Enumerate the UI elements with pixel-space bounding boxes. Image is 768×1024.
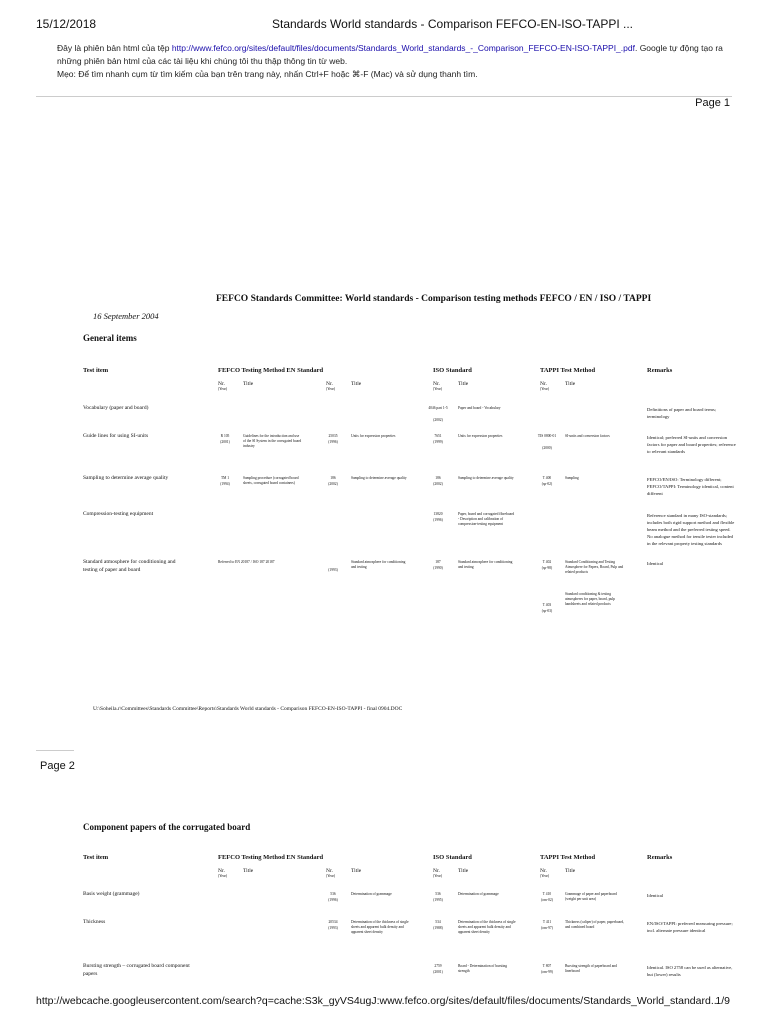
standard-title: Sampling to determine average quality — [458, 476, 514, 480]
col-nr-year: Nr. (Year) — [326, 381, 336, 391]
standard-year: (1999) — [433, 440, 443, 444]
standard-title: Standard Conditioning and Testing Atmosphere for Papers, Board, Pulp and related products — [565, 560, 624, 574]
standard-year: (1996) — [433, 518, 443, 522]
standard-title: Guidelines for the introduction and use of the SI System in the corrugated board industry — [243, 434, 302, 448]
remarks-cell: Identical. ISO 2758 can be used as alternative, but (lower) results — [647, 965, 733, 977]
standard-number: 2759 — [434, 964, 442, 968]
row-test-item: Guide lines for using SI-units — [83, 433, 149, 439]
row-test-item: Vocabulary (paper and board) — [83, 405, 149, 411]
standard-title: Sampling to determine average quality — [351, 476, 407, 480]
standard-year: (2002) — [433, 418, 443, 422]
col-iso: ISO Standard — [433, 854, 472, 861]
row-test-item: Compression-testing equipment — [83, 511, 154, 517]
standard-title: Standard atmosphere for conditioning and testing — [351, 560, 406, 569]
row-test-item: Standard atmosphere for conditioning and testing of paper and board — [83, 559, 176, 573]
col-title: Title — [458, 868, 469, 874]
standard-number: 25035 — [328, 434, 338, 438]
standard-number: 186 — [435, 476, 441, 480]
standard-year: (1988) — [433, 926, 443, 930]
row-test-item: Basis weight (grammage) — [83, 891, 140, 897]
standard-number: T 402 — [542, 560, 552, 564]
standard-number: 536 — [435, 892, 441, 896]
col-title: Title — [565, 381, 576, 387]
section-component-papers: Component papers of the corrugated board — [83, 822, 251, 832]
fefco-reference: Referred to EN 20187 / ISO 187 20187 — [218, 560, 275, 564]
standard-year: (1990) — [433, 566, 443, 570]
standard-number: 7651 — [434, 434, 442, 438]
standard-title: Standard conditioning & testing atmospheres for paper, board, pulp handsheets and related products — [565, 592, 615, 606]
standard-number: 187 — [435, 560, 441, 564]
page-break-rule — [36, 750, 74, 751]
col-tappi: TAPPI Test Method — [540, 367, 596, 374]
file-path: U:\Soheila.r\Committees\Standards Committee\Reports\Standards World standards - Comparison FEFCO-EN-ISO-TAPPI - final 0904.DOC — [93, 706, 403, 712]
standard-year: (om-97) — [541, 926, 553, 930]
standard-number: TIS 0800-01 — [537, 434, 557, 438]
remarks-cell: Identical — [647, 893, 664, 898]
standard-title: Units for expression properties — [458, 434, 503, 438]
standard-title: Determination of the thickness of single sheets and apparent bulk density and apparent sheet density — [351, 920, 409, 934]
standard-title: Sampling — [565, 476, 579, 480]
page-title: Standards World standards - Comparison FEFCO-EN-ISO-TAPPI ... — [272, 17, 633, 31]
remarks-cell: Reference standard in many ISO-standards; includes both rigid support method and flexible beam method and the preferred testing speed. No analogue method for tensile tester included in the relevant property testing standards — [647, 513, 735, 546]
standard-year: (2002) — [328, 482, 338, 486]
divider — [36, 96, 732, 97]
standard-title: Units for expression properties — [351, 434, 396, 438]
print-date: 15/12/2018 — [36, 17, 97, 31]
standard-number: 4046 part 1-5 — [428, 406, 448, 410]
standard-title: Paper, board and corrugated fibreboard - Description and calibration of compression-testing equipment — [458, 512, 515, 526]
standard-title: Grammage of paper and paperboard (weight per unit area) — [565, 892, 617, 901]
col-remarks: Remarks — [647, 854, 673, 861]
footer-url: http://webcache.googleusercontent.com/search?q=cache:S3k_gyVS4ugJ:www.fefco.org/sites/default/files/documents/Standards_World_standard... — [36, 995, 720, 1007]
document-title: FEFCO Standards Committee: World standards - Comparison testing methods FEFCO / EN / ISO / TAPPI — [216, 294, 652, 304]
col-title: Title — [351, 868, 362, 874]
col-tappi: TAPPI Test Method — [540, 854, 596, 861]
standard-title: Board - Determination of bursting strength — [458, 964, 508, 973]
remarks-cell: Identical; preferred SI-units and conversion factors for paper and board properties; reference to relevant standards — [647, 435, 736, 454]
remarks-cell: Definitions of paper and board terms; terminology — [647, 407, 717, 419]
standard-number: 20534 — [328, 920, 338, 924]
row-test-item: Thickness — [83, 919, 106, 925]
col-title: Title — [565, 868, 576, 874]
standard-year: (1995) — [433, 898, 443, 902]
standard-year: (1993) — [328, 926, 338, 930]
remarks-cell: EN/ISO/TAPPI: preferred measuring pressure; incl. alternate pressure identical — [647, 921, 733, 933]
standard-year: (sp-03) — [541, 609, 553, 613]
col-title: Title — [243, 868, 254, 874]
notice-line-2: những phiên bản html của các tài liệu khi chúng tôi thu thập thông tin từ web. — [57, 56, 348, 66]
standard-year: (sp-98) — [541, 566, 553, 570]
col-nr-year: Nr. (Year) — [218, 381, 228, 391]
standard-year: (om-02) — [541, 898, 553, 902]
standard-number: T 400 — [542, 476, 552, 480]
col-test-item: Test item — [83, 367, 109, 374]
standard-number: T 807 — [542, 964, 552, 968]
standard-year: (2002) — [433, 482, 443, 486]
standard-year: (1993) — [328, 568, 338, 572]
standard-year: (2000) — [542, 446, 552, 450]
col-fefco: FEFCO Testing Method EN Standard — [218, 854, 324, 861]
standard-number: T 411 — [542, 920, 552, 924]
standard-title: Thickness (caliper) of paper, paperboard, and combined board — [565, 920, 625, 929]
document-date: 16 September 2004 — [93, 311, 159, 321]
standard-number: 13820 — [433, 512, 443, 516]
standard-title: SI-units and conversion factors — [565, 434, 610, 438]
standard-year: (sp-02) — [541, 482, 553, 486]
col-title: Title — [351, 381, 362, 387]
standard-title: Paper and board - Vocabulary — [458, 406, 501, 410]
col-nr-year: Nr. (Year) — [218, 868, 228, 878]
standard-title: Determination of grammage — [458, 892, 499, 896]
col-nr-year: Nr. (Year) — [433, 381, 443, 391]
page-2-label: Page 2 — [40, 760, 75, 772]
col-nr-year: Nr. (Year) — [433, 868, 443, 878]
footer-page-count: 1/9 — [715, 995, 730, 1007]
notice-text-suffix: . Google tự động tạo ra — [634, 43, 723, 53]
col-nr-year: Nr. (Year) — [540, 868, 550, 878]
standard-year: (om-99) — [541, 970, 553, 974]
remarks-cell: Identical — [647, 561, 664, 566]
standard-year: (1994) — [220, 482, 230, 486]
standard-number: 536 — [330, 892, 336, 896]
standard-year: (2001) — [433, 970, 443, 974]
col-test-item: Test item — [83, 854, 109, 861]
standard-number: 534 — [435, 920, 441, 924]
standard-number: T 403 — [542, 603, 552, 607]
standard-number: R 105 — [220, 434, 230, 438]
standard-title: Determination of the thickness of single sheets and apparent bulk density and apparent sheet density — [458, 920, 516, 934]
standard-year: (1996) — [328, 898, 338, 902]
page-1-label: Page 1 — [695, 97, 730, 109]
col-fefco: FEFCO Testing Method EN Standard — [218, 367, 324, 374]
standard-title: Determination of grammage — [351, 892, 392, 896]
remarks-cell: FEFCO/EN/ISO: Terminology different; FEFCO/TAPPI: Terminology identical, content different — [647, 477, 734, 496]
standard-number: TM 1 — [220, 476, 230, 480]
standard-title: Bursting strength of paperboard and linerboard — [565, 964, 617, 973]
col-nr-year: Nr. (Year) — [540, 381, 550, 391]
standard-year: (2001) — [220, 440, 230, 444]
row-test-item: Bursting strength – corrugated board component papers — [83, 963, 190, 977]
standard-title: Standard atmosphere for conditioning and testing — [458, 560, 513, 569]
standard-number: 186 — [330, 476, 336, 480]
col-nr-year: Nr. (Year) — [326, 868, 336, 878]
col-remarks: Remarks — [647, 367, 673, 374]
notice-text: Đây là phiên bản html của tệp — [57, 43, 172, 53]
col-title: Title — [243, 381, 254, 387]
notice-tip: Mẹo: Để tìm nhanh cụm từ tìm kiếm của bạn trên trang này, nhấn Ctrl+F hoặc ⌘-F (Mac) và sử dụng thanh tìm. — [57, 69, 478, 79]
standard-number: T 410 — [542, 892, 552, 896]
col-title: Title — [458, 381, 469, 387]
standard-year: (1996) — [328, 440, 338, 444]
source-pdf-link[interactable]: http://www.fefco.org/sites/default/files/documents/Standards_World_standards_-_Comparison_FEFCO-EN-ISO-TAPPI_.pdf — [171, 43, 635, 53]
section-general-items: General items — [83, 333, 137, 343]
col-iso: ISO Standard — [433, 367, 472, 374]
row-test-item: Sampling to determine average quality — [83, 475, 169, 481]
cache-notice — [57, 42, 747, 81]
standard-title: Sampling procedure (corrugated board sheets, corrugated board containers) — [243, 476, 299, 485]
